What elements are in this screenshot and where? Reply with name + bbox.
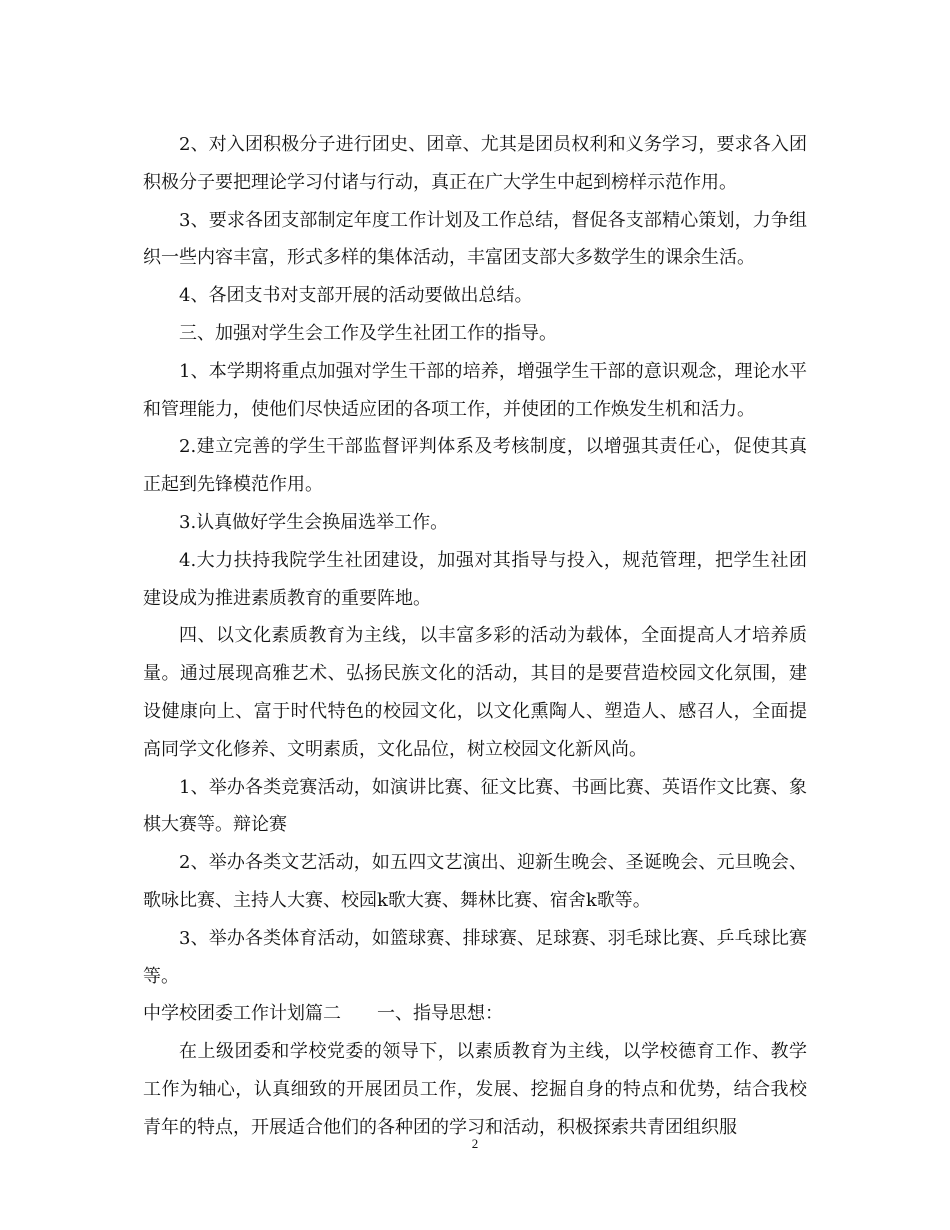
paragraph-2: 3、要求各团支部制定年度工作计划及工作总结，督促各支部精心策划，力争组织一些内容丰富，形式多样的集体活动，丰富团支部大多数学生的课余生活。 [143,209,807,269]
paragraph-5: 1、本学期将重点加强对学生干部的培养，增强学生干部的意识观念，理论水平和管理能力，使他们尽快适应团的各项工作，并使团的工作焕发生机和活力。 [143,360,807,420]
paragraph-1: 2、对入团积极分子进行团史、团章、尤其是团员权利和义务学习，要求各入团积极分子要把理论学习付诸与行动，真正在广大学生中起到榜样示范作用。 [143,134,807,193]
paragraph-6: 2.建立完善的学生干部监督评判体系及考核制度，以增强其责任心，促使其真正起到先锋模范作用。 [143,436,807,496]
body-text [143,126,807,1147]
paragraph-3: 4、各团支书对支部开展的活动要做出总结。 [179,285,533,307]
section-heading: 中学校团委工作计划篇二 一、指导思想： [143,1003,503,1025]
paragraph-12: 3、举办各类体育活动，如篮球赛、排球赛、足球赛、羽毛球比赛、乒乓球比赛等。 [143,927,807,987]
paragraph-9: 四、以文化素质教育为主线，以丰富多彩的活动为载体，全面提高人才培养质量。通过展现高雅艺术、弘扬民族文化的活动，其目的是要营造校园文化氛围，建设健康向上、富于时代特色的校园文化，以文化熏陶人、塑造人、感召人，全面提高同学文化修养、文明素质，文化品位，树立校园文化新风尚。 [143,625,807,760]
paragraph-11: 2、举办各类文艺活动，如五四文艺演出、迎新生晚会、圣诞晚会、元旦晚会、歌咏比赛、主持人大赛、校园k歌大赛、舞林比赛、宿舍k歌等。 [143,852,807,911]
paragraph-4: 三、加强对学生会工作及学生社团工作的指导。 [179,322,557,344]
paragraph-7: 3.认真做好学生会换届选举工作。 [179,511,449,533]
paragraph-8: 4.大力扶持我院学生社团建设，加强对其指导与投入，规范管理，把学生社团建设成为推进素质教育的重要阵地。 [143,549,807,609]
final-paragraph: 在上级团委和学校党委的领导下，以素质教育为主线，以学校德育工作、教学工作为轴心，认真细致的开展团员工作，发展、挖掘自身的特点和优势，结合我校青年的特点，开展适合他们的各种团的学习和活动，积极探索共青团组织服 [143,1041,807,1138]
page-number: 2 [471,1136,479,1151]
paragraph-10: 1、举办各类竞赛活动，如演讲比赛、征文比赛、书画比赛、英语作文比赛、象棋大赛等。辩论赛 [143,776,807,836]
